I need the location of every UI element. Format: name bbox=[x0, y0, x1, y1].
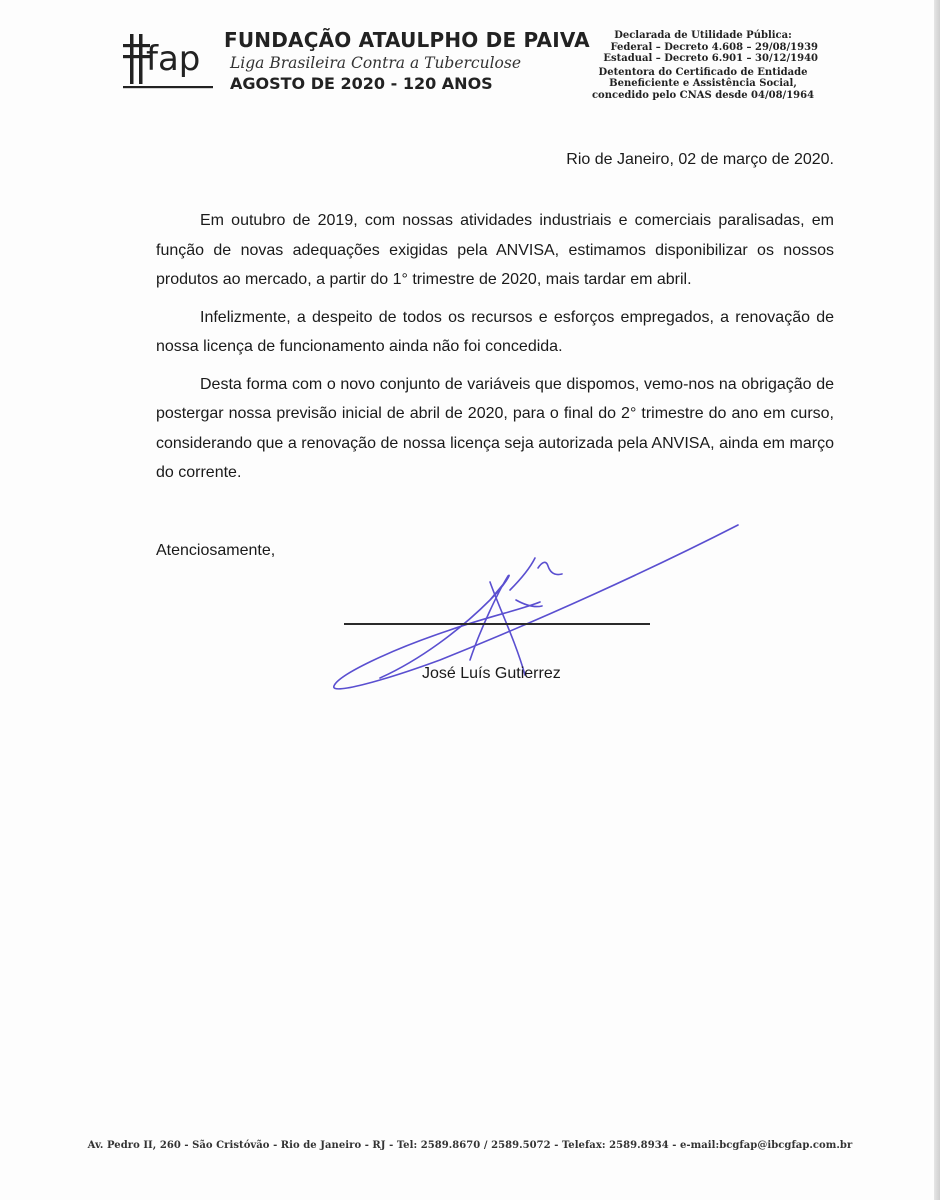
fap-logo bbox=[122, 30, 214, 92]
anniversary-banner: AGOSTO DE 2020 - 120 ANOS bbox=[230, 74, 493, 93]
footer-address: Av. Pedro II, 260 - São Cristóvão - Rio de Janeiro - RJ - Tel: 2589.8670 / 2589.5072 - Telefax: 2589.8934 - e-mail:bcgfap@ibcgfap.com.br bbox=[87, 1140, 853, 1151]
letter-date: Rio de Janeiro, 02 de março de 2020. bbox=[566, 151, 834, 168]
legal-declarations bbox=[588, 30, 818, 101]
certificate-line: concedido pelo CNAS desde 04/08/1964 bbox=[591, 89, 815, 101]
organization-name: FUNDAÇÃO ATAULPHO DE PAIVA bbox=[224, 28, 590, 52]
declaration-line: Declarada de Utilidade Pública: bbox=[614, 30, 792, 41]
organization-subtitle: Liga Brasileira Contra a Tuberculose bbox=[230, 54, 522, 72]
closing-salutation: Atenciosamente, bbox=[156, 542, 276, 559]
page-edge-shadow bbox=[934, 0, 940, 1200]
logo-text: fap bbox=[146, 39, 201, 79]
certificate-line: Detentora do Certificado de Entidade bbox=[598, 66, 808, 78]
body-paragraph: Infelizmente, a despeito de todos os recursos e esforços empregados, a renovação de nossa licença de funcionamento ainda não foi concedida. bbox=[156, 308, 834, 355]
signatory-name: José Luís Gutierrez bbox=[422, 665, 561, 682]
body-paragraph: Em outubro de 2019, com nossas atividades industriais e comerciais paralisadas, em função de novas adequações exigidas pela ANVISA, estimamos disponibilizar os nossos produtos ao mercado, a partir do 1° trimestre de 2020, mais tardar em abril. bbox=[156, 212, 834, 288]
declaration-line: Estadual – Decreto 6.901 – 30/12/1940 bbox=[603, 53, 818, 64]
certificate-line: Beneficiente e Assistência Social, bbox=[609, 78, 797, 89]
body-paragraph: Desta forma com o novo conjunto de variáveis que dispomos, vemo-nos na obrigação de postergar nossa previsão inicial de abril de 2020, para o final do 2° trimestre do ano em curso, considerando que a renovação de nossa licença seja autorizada pela ANVISA, ainda em março do corrente. bbox=[156, 375, 834, 481]
signature-line bbox=[344, 623, 650, 625]
letter-body bbox=[156, 206, 834, 496]
certificate-block bbox=[588, 67, 818, 102]
public-utility-block bbox=[588, 30, 818, 65]
declaration-line: Federal – Decreto 4.608 – 29/08/1939 bbox=[610, 41, 818, 53]
